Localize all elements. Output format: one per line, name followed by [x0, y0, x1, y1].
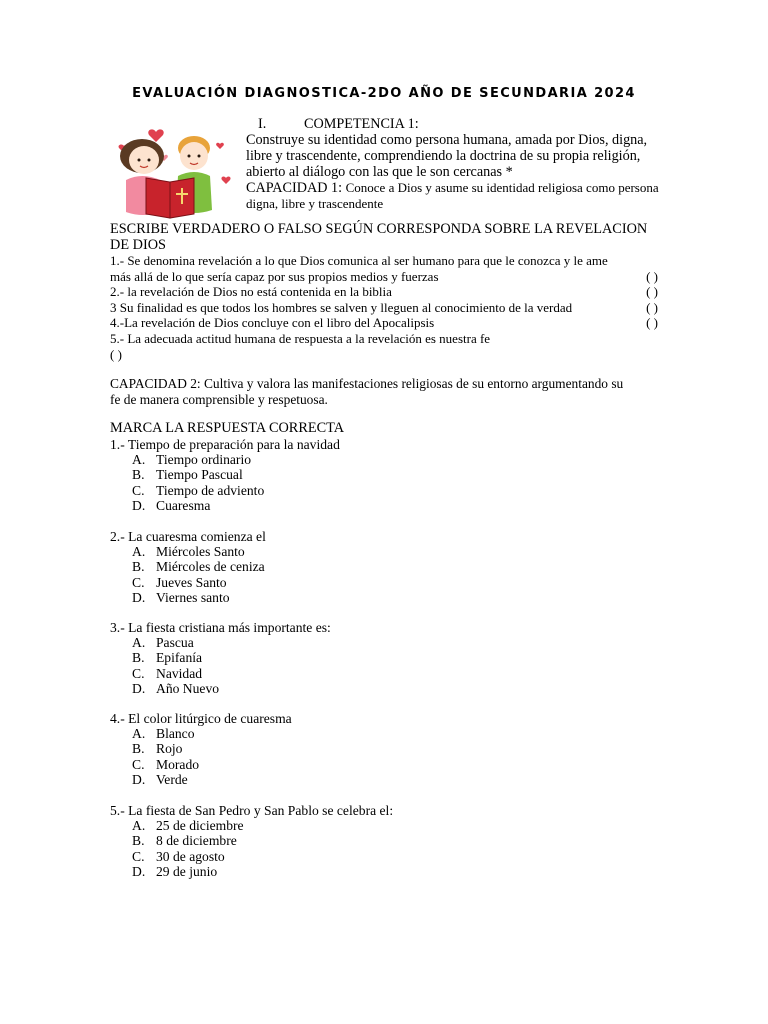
capacidad-2-section: [110, 376, 660, 407]
option[interactable]: [110, 575, 660, 590]
option-text: Miércoles de ceniza: [156, 559, 265, 575]
option-text: Año Nuevo: [156, 680, 220, 696]
question-2: [110, 529, 660, 605]
option-text: 8 de diciembre: [156, 833, 237, 849]
option-text: 30 de agosto: [156, 848, 225, 864]
option-letter: B.: [132, 741, 145, 757]
option-text: 25 de diciembre: [156, 818, 244, 834]
option[interactable]: [110, 559, 660, 574]
question-text: 4.- El color litúrgico de cuaresma: [110, 711, 292, 726]
multiple-choice-heading: MARCA LA RESPUESTA CORRECTA: [110, 420, 345, 436]
multiple-choice-section: [110, 421, 660, 437]
true-false-item-2-text: 2.- la revelación de Dios no está contenida en la biblia: [110, 284, 392, 300]
option-letter: A.: [132, 452, 146, 468]
option-text: Blanco: [156, 726, 195, 742]
option[interactable]: [110, 681, 660, 696]
option-text: Morado: [156, 756, 200, 772]
document-title: EVALUACIÓN DIAGNOSTICA-2DO AÑO DE SECUNDARIA 2024: [132, 86, 636, 101]
option[interactable]: [110, 741, 660, 756]
option-text: Tiempo ordinario: [156, 452, 252, 468]
option-text: Tiempo Pascual: [156, 467, 243, 483]
competencia-section: [246, 116, 666, 212]
competencia-label: COMPETENCIA 1:: [304, 116, 419, 132]
true-false-item-3-text: 3 Su finalidad es que todos los hombres se salven y lleguen al conocimiento de la verdad: [110, 299, 573, 315]
answer-blank[interactable]: ( ): [110, 346, 122, 362]
option-letter: A.: [132, 544, 146, 560]
question-text: 5.- La fiesta de San Pedro y San Pablo se celebra el:: [110, 803, 394, 818]
option-letter: C.: [132, 574, 145, 590]
option-text: Jueves Santo: [156, 574, 227, 590]
capacidad-1-label: CAPACIDAD 1:: [246, 180, 343, 196]
option[interactable]: [110, 590, 660, 605]
option-text: 29 de junio: [156, 863, 218, 879]
option-letter: C.: [132, 848, 145, 864]
option-text: Viernes santo: [156, 589, 230, 605]
option-letter: D.: [132, 680, 146, 696]
option-letter: C.: [132, 482, 145, 498]
question-1: [110, 437, 660, 513]
question-5: [110, 803, 660, 879]
answer-blank[interactable]: ( ): [646, 268, 658, 284]
option-letter: A.: [132, 818, 146, 834]
option-letter: D.: [132, 497, 146, 513]
option[interactable]: [110, 452, 660, 467]
true-false-item-4-text: 4.-La revelación de Dios concluye con el libro del Apocalipsis: [110, 315, 435, 331]
option-letter: C.: [132, 756, 145, 772]
option[interactable]: [110, 726, 660, 741]
competencia-numeral: I.: [258, 116, 267, 132]
question-3: [110, 620, 660, 696]
option[interactable]: [110, 635, 660, 650]
bible-book-icon: [146, 178, 194, 218]
option[interactable]: [110, 666, 660, 681]
option-letter: A.: [132, 635, 146, 651]
option[interactable]: [110, 483, 660, 498]
option[interactable]: [110, 849, 660, 864]
option[interactable]: [110, 467, 660, 482]
option-text: Tiempo de adviento: [156, 482, 265, 498]
question-4: [110, 711, 660, 787]
option[interactable]: [110, 864, 660, 879]
true-false-item-4: [110, 315, 660, 331]
option[interactable]: [110, 818, 660, 833]
capacidad-1-text: Conoce a Dios y asume su identidad religiosa como persona digna, libre y trascendente: [246, 180, 659, 211]
true-false-item-3: [110, 300, 660, 316]
capacidad-2-label: CAPACIDAD 2:: [110, 376, 201, 391]
option-text: Pascua: [156, 635, 194, 651]
option[interactable]: [110, 772, 660, 787]
answer-blank[interactable]: ( ): [646, 299, 658, 315]
question-text: 2.- La cuaresma comienza el: [110, 529, 266, 544]
option-letter: D.: [132, 771, 146, 787]
option-letter: D.: [132, 863, 146, 879]
capacidad-2-text-2: fe de manera comprensible y respetuosa.: [110, 391, 328, 407]
true-false-item-1: 1.- Se denomina revelación a lo que Dios comunica al ser humano para que le conozca y le ame: [110, 253, 608, 268]
option-text: Verde: [156, 771, 188, 787]
question-text: 1.- Tiempo de preparación para la navidad: [110, 437, 340, 452]
children-bible-illustration: [108, 122, 232, 222]
option[interactable]: [110, 544, 660, 559]
option-letter: C.: [132, 665, 145, 681]
true-false-item-1b-text: más allá de lo que sería capaz por sus propios medios y fuerzas: [110, 268, 439, 284]
option[interactable]: [110, 498, 660, 513]
true-false-heading: ESCRIBE VERDADERO O FALSO SEGÚN CORRESPONDA SOBRE LA REVELACION: [110, 221, 648, 237]
option-letter: B.: [132, 833, 145, 849]
option[interactable]: [110, 833, 660, 848]
option-text: Navidad: [156, 665, 203, 681]
option-letter: B.: [132, 559, 145, 575]
option-text: Rojo: [156, 741, 183, 757]
answer-blank[interactable]: ( ): [646, 284, 658, 300]
answer-blank[interactable]: ( ): [646, 315, 658, 331]
true-false-heading-2: DE DIOS: [110, 236, 166, 253]
true-false-item-5: 5.- La adecuada actitud humana de respuesta a la revelación es nuestra fe: [110, 330, 491, 346]
option-text: Epifanía: [156, 650, 203, 666]
competencia-text: Construye su identidad como persona humana, amada por Dios, digna, libre y trascendente, comprendiendo la doctrina de su propia religión, abierto al diálogo con las que le son cercanas *: [246, 132, 648, 180]
option-text: Cuaresma: [156, 497, 211, 513]
option-text: Miércoles Santo: [156, 544, 245, 560]
option[interactable]: [110, 757, 660, 772]
question-text: 3.- La fiesta cristiana más importante es:: [110, 620, 331, 635]
true-false-item-2: [110, 284, 660, 300]
option-letter: A.: [132, 726, 146, 742]
capacidad-2-text: Cultiva y valora las manifestaciones religiosas de su entorno argumentando su: [200, 376, 624, 391]
true-false-item-1b: [110, 269, 660, 285]
true-false-section: [110, 222, 660, 362]
option-letter: D.: [132, 589, 146, 605]
option[interactable]: [110, 650, 660, 665]
option-letter: B.: [132, 467, 145, 483]
option-letter: B.: [132, 650, 145, 666]
